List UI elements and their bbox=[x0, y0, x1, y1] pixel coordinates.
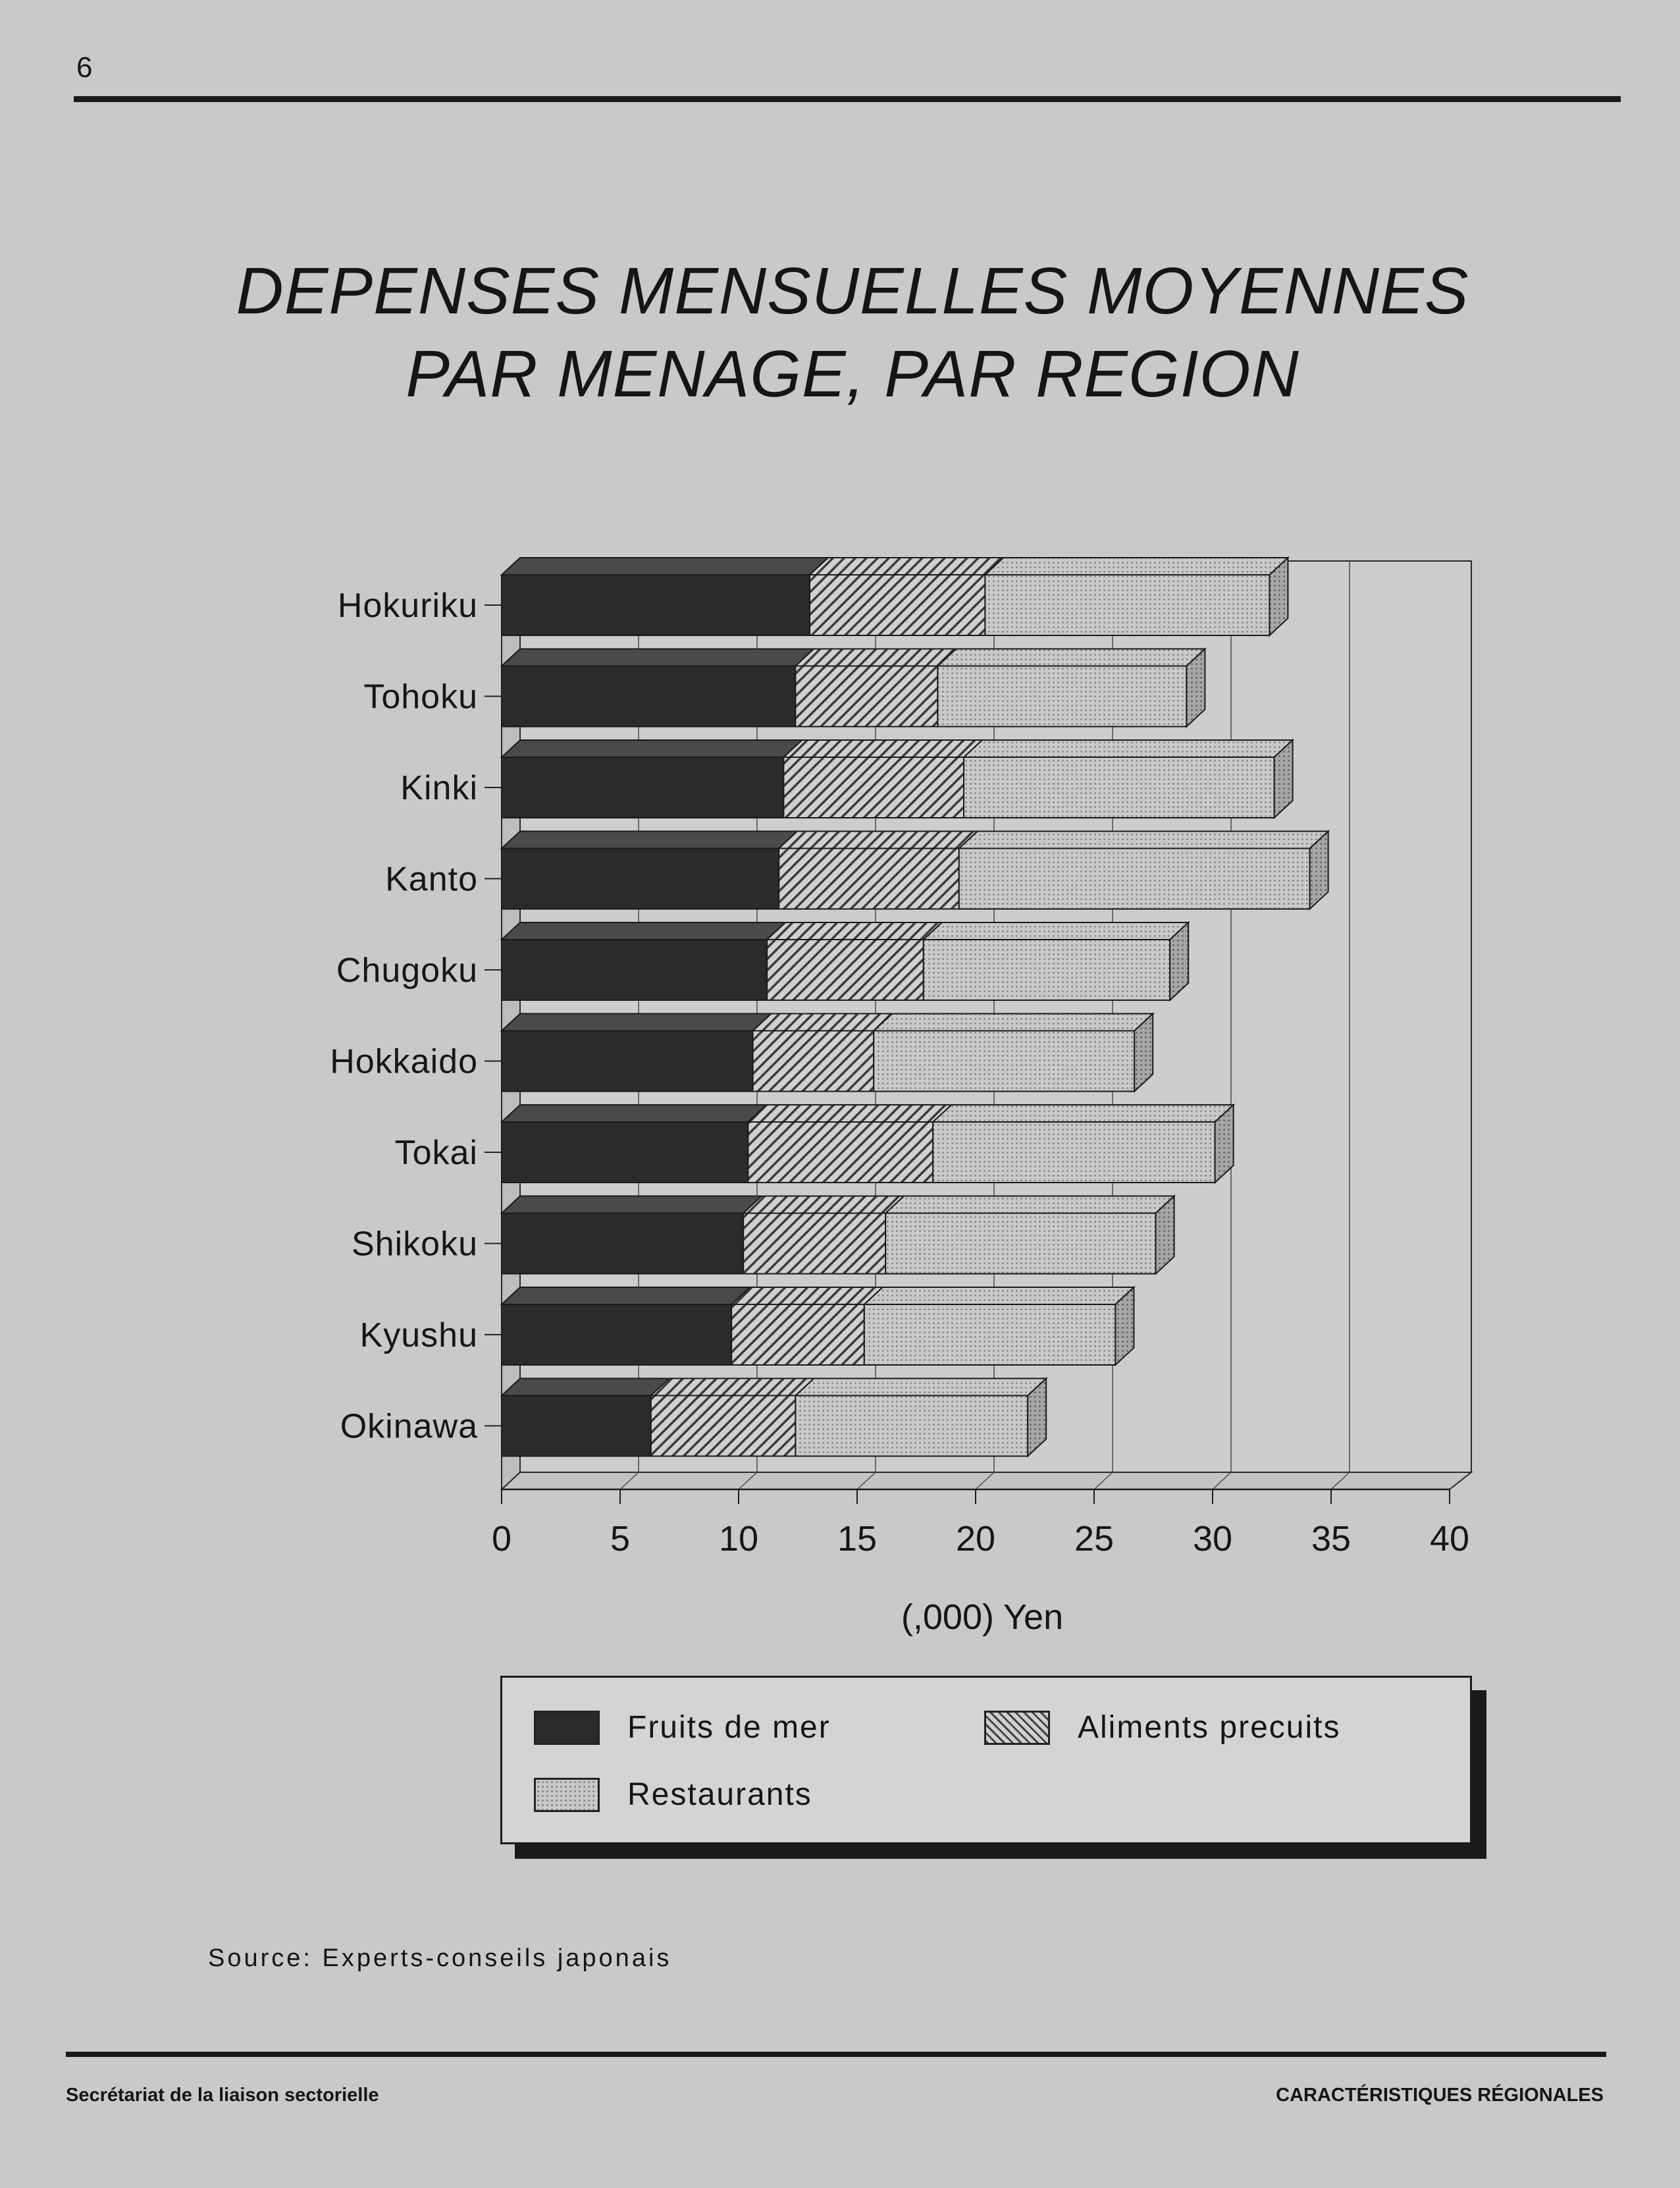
x-axis-title: (,000) Yen bbox=[901, 1597, 1064, 1637]
bar-hokuriku-aliments-precuits bbox=[810, 575, 985, 635]
bar-shikoku-aliments-precuits bbox=[743, 1214, 885, 1274]
bar-top-tohoku-fruits-de-mer bbox=[502, 649, 814, 666]
legend-label-fruits-de-mer: Fruits de mer bbox=[627, 1710, 831, 1745]
legend-label-restaurants: Restaurants bbox=[627, 1777, 812, 1812]
legend bbox=[500, 1676, 1472, 1844]
bar-hokkaido-aliments-precuits bbox=[753, 1031, 874, 1092]
x-tick-label-15: 15 bbox=[837, 1519, 878, 1559]
x-tick-label-20: 20 bbox=[955, 1519, 996, 1559]
legend-swatch-aliments-precuits bbox=[984, 1711, 1050, 1745]
bar-top-kyushu-restaurants bbox=[864, 1287, 1134, 1304]
bar-tohoku-aliments-precuits bbox=[795, 666, 937, 727]
legend-swatch-restaurants bbox=[534, 1778, 600, 1812]
bar-hokkaido-fruits-de-mer bbox=[502, 1031, 753, 1092]
bar-kinki-fruits-de-mer bbox=[502, 757, 783, 818]
bar-top-hokkaido-aliments-precuits bbox=[753, 1014, 893, 1031]
bar-top-kinki-aliments-precuits bbox=[783, 740, 982, 757]
bar-chugoku-aliments-precuits bbox=[767, 940, 924, 1000]
bar-hokkaido-restaurants bbox=[874, 1031, 1134, 1092]
bar-hokuriku-restaurants bbox=[985, 575, 1269, 635]
source-note: Source: Experts-conseils japonais bbox=[208, 1944, 672, 1972]
bar-top-hokuriku-restaurants bbox=[985, 558, 1288, 575]
bar-kanto-restaurants bbox=[959, 849, 1310, 909]
stacked-bar-chart bbox=[217, 547, 1501, 1666]
bar-top-okinawa-aliments-precuits bbox=[651, 1379, 814, 1396]
y-label-hokuriku: Hokuriku bbox=[337, 587, 478, 625]
x-tick-label-5: 5 bbox=[610, 1519, 631, 1559]
bar-top-okinawa-restaurants bbox=[795, 1379, 1046, 1396]
bar-top-chugoku-fruits-de-mer bbox=[502, 922, 785, 940]
y-label-hokkaido: Hokkaido bbox=[330, 1042, 478, 1081]
bar-top-kanto-restaurants bbox=[959, 832, 1328, 849]
bar-top-tokai-restaurants bbox=[933, 1105, 1233, 1122]
bar-hokuriku-fruits-de-mer bbox=[502, 575, 810, 635]
page-number: 6 bbox=[76, 51, 93, 84]
footer-right: CARACTÉRISTIQUES RÉGIONALES bbox=[1276, 2085, 1604, 2106]
bar-top-chugoku-aliments-precuits bbox=[767, 922, 942, 940]
bar-top-tokai-aliments-precuits bbox=[748, 1105, 951, 1122]
bar-top-hokkaido-fruits-de-mer bbox=[502, 1014, 772, 1031]
bar-top-hokkaido-restaurants bbox=[874, 1014, 1153, 1031]
bar-top-shikoku-aliments-precuits bbox=[743, 1196, 904, 1214]
bar-tohoku-fruits-de-mer bbox=[502, 666, 795, 727]
bar-top-tokai-fruits-de-mer bbox=[502, 1105, 766, 1122]
bar-kyushu-fruits-de-mer bbox=[502, 1304, 731, 1365]
x-tick-label-10: 10 bbox=[718, 1519, 759, 1559]
y-label-chugoku: Chugoku bbox=[336, 951, 478, 990]
bar-tohoku-restaurants bbox=[937, 666, 1186, 727]
bar-top-chugoku-restaurants bbox=[924, 922, 1188, 940]
y-label-kanto: Kanto bbox=[385, 860, 478, 899]
legend-item-fruits-de-mer bbox=[534, 1709, 831, 1746]
x-tick-label-25: 25 bbox=[1074, 1519, 1115, 1559]
bar-top-shikoku-fruits-de-mer bbox=[502, 1196, 762, 1214]
legend-swatch-fruits-de-mer bbox=[534, 1711, 600, 1745]
bar-top-kinki-fruits-de-mer bbox=[502, 740, 802, 757]
chart-title-line-1: DEPENSES MENSUELLES MOYENNES bbox=[236, 254, 1469, 328]
plot-floor bbox=[502, 1472, 1471, 1489]
bar-top-kyushu-aliments-precuits bbox=[731, 1287, 883, 1304]
bar-top-kanto-fruits-de-mer bbox=[502, 832, 797, 849]
bottom-rule bbox=[66, 2052, 1606, 2057]
x-tick-label-40: 40 bbox=[1429, 1519, 1470, 1559]
bar-top-kyushu-fruits-de-mer bbox=[502, 1287, 750, 1304]
bar-top-hokuriku-aliments-precuits bbox=[810, 558, 1003, 575]
y-label-kyushu: Kyushu bbox=[359, 1316, 478, 1354]
y-label-shikoku: Shikoku bbox=[352, 1225, 478, 1264]
legend-item-aliments-precuits bbox=[984, 1709, 1340, 1746]
bar-shikoku-fruits-de-mer bbox=[502, 1214, 743, 1274]
bar-chugoku-fruits-de-mer bbox=[502, 940, 767, 1000]
y-label-kinki: Kinki bbox=[400, 769, 478, 807]
x-tick-label-0: 0 bbox=[491, 1519, 512, 1559]
bar-shikoku-restaurants bbox=[885, 1214, 1155, 1274]
top-rule bbox=[74, 96, 1621, 102]
bar-kinki-aliments-precuits bbox=[783, 757, 964, 818]
bar-top-shikoku-restaurants bbox=[885, 1196, 1174, 1214]
y-label-okinawa: Okinawa bbox=[340, 1407, 478, 1446]
bar-kyushu-aliments-precuits bbox=[731, 1304, 864, 1365]
bar-tokai-restaurants bbox=[933, 1122, 1215, 1183]
y-label-tohoku: Tohoku bbox=[363, 678, 478, 716]
bar-top-okinawa-fruits-de-mer bbox=[502, 1379, 669, 1396]
chart-title-line-2: PAR MENAGE, PAR REGION bbox=[406, 337, 1299, 411]
bar-chugoku-restaurants bbox=[924, 940, 1170, 1000]
bar-kanto-aliments-precuits bbox=[779, 849, 959, 909]
bar-top-kinki-restaurants bbox=[964, 740, 1293, 757]
bar-kanto-fruits-de-mer bbox=[502, 849, 779, 909]
bar-okinawa-restaurants bbox=[795, 1396, 1028, 1456]
x-tick-label-35: 35 bbox=[1311, 1519, 1352, 1559]
bar-top-kanto-aliments-precuits bbox=[779, 832, 978, 849]
bar-okinawa-aliments-precuits bbox=[651, 1396, 796, 1456]
bar-top-tohoku-aliments-precuits bbox=[795, 649, 956, 666]
bar-tokai-fruits-de-mer bbox=[502, 1122, 748, 1183]
bar-kinki-restaurants bbox=[964, 757, 1274, 818]
bar-top-tohoku-restaurants bbox=[937, 649, 1205, 666]
bar-tokai-aliments-precuits bbox=[748, 1122, 933, 1183]
legend-item-restaurants bbox=[534, 1776, 812, 1813]
y-label-tokai: Tokai bbox=[394, 1134, 478, 1172]
bar-okinawa-fruits-de-mer bbox=[502, 1396, 651, 1456]
bar-top-hokuriku-fruits-de-mer bbox=[502, 558, 828, 575]
bar-kyushu-restaurants bbox=[864, 1304, 1116, 1365]
legend-label-aliments-precuits: Aliments precuits bbox=[1078, 1710, 1341, 1745]
footer-left: Secrétariat de la liaison sectorielle bbox=[66, 2085, 379, 2106]
x-tick-label-30: 30 bbox=[1192, 1519, 1233, 1559]
